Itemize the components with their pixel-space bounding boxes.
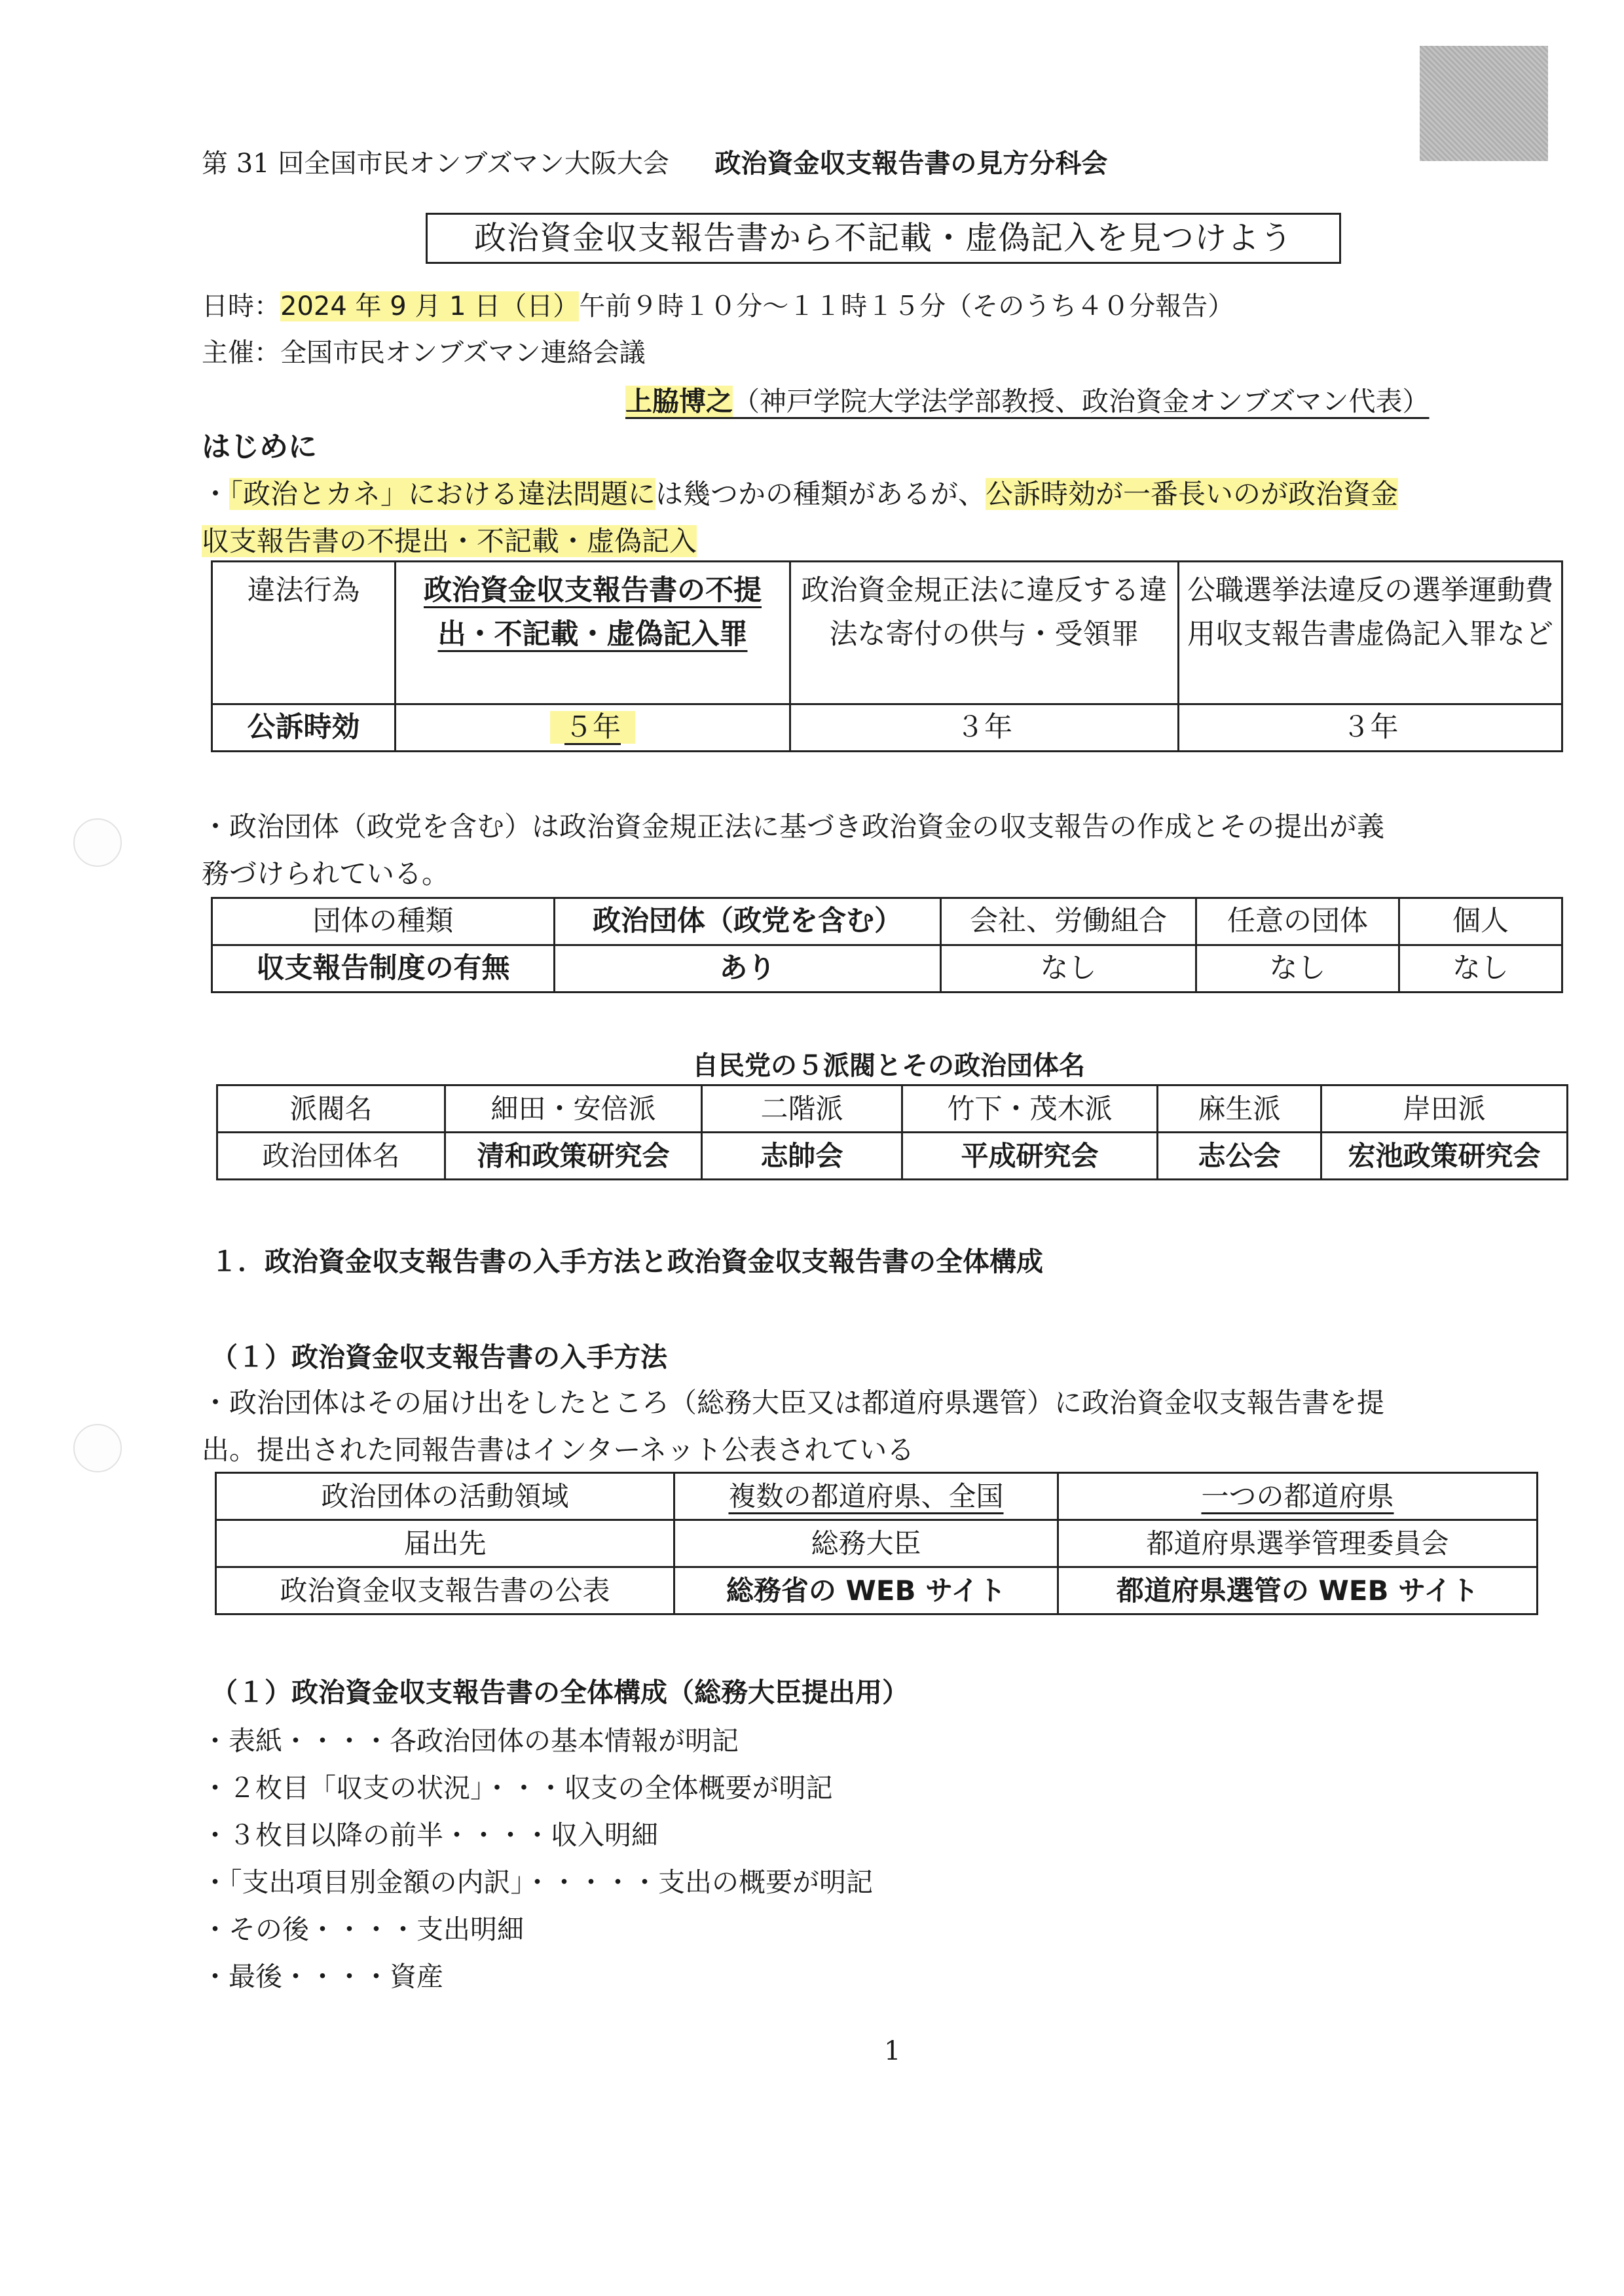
table-cell: 志帥会: [702, 1133, 902, 1180]
intro-highlight-3: 収支報告書の不提出・不記載・虚偽記入: [202, 525, 697, 557]
table-cell: 任意の団体: [1196, 898, 1399, 945]
time-value: 午前９時１０分～１１時１５分（そのうち４０分報告）: [579, 291, 1234, 321]
intro-text: は幾つかの種類があるが、: [655, 478, 986, 510]
table-row: [217, 1133, 1568, 1180]
presenter-line: [625, 380, 1430, 418]
list-item: ・「支出項目別金額の内訳」・・・・・支出の概要が明記: [202, 1867, 873, 1898]
list-item: ・３枚目以降の前半・・・・収入明細: [202, 1819, 658, 1851]
presenter-affiliation: （神戸学院大学法学部教授、政治資金オンブズマン代表）: [733, 386, 1430, 417]
table-cell: 宏池政策研究会: [1321, 1133, 1568, 1180]
intro-highlight-1: 「政治とカネ」における違法問題に: [229, 478, 656, 510]
intro-highlight-2: 公訴時効が一番長いのが政治資金: [986, 478, 1399, 510]
table-cell: 個人: [1399, 898, 1562, 945]
table-cell: 政治団体名: [217, 1133, 445, 1180]
table-cell: 派閥名: [217, 1085, 445, 1133]
table-cell: 細田・安倍派: [445, 1085, 702, 1133]
table-cell: なし: [941, 945, 1196, 993]
report-submission-table: [215, 1472, 1538, 1615]
section-2-subheading: （１）政治資金収支報告書の全体構成（総務大臣提出用）: [211, 1677, 909, 1708]
section-1-paragraph-line1: ・政治団体はその届け出をしたところ（総務大臣又は都道府県選管）に政治資金収支報告書を提: [202, 1387, 1385, 1419]
intro-paragraph-line1: [202, 473, 1398, 512]
table-cell: あり: [555, 945, 941, 993]
table-cell: 複数の都道府県、全国: [674, 1473, 1058, 1520]
table-cell: 政治資金収支報告書の公表: [216, 1567, 674, 1614]
political-group-paragraph-line2: 務づけられている。: [202, 858, 450, 890]
table-cell: 政治団体の活動領域: [216, 1473, 674, 1520]
table-cell: 収支報告制度の有無: [212, 945, 555, 993]
punch-hole: [73, 818, 122, 867]
factions-table-caption: 自民党の５派閥とその政治団体名: [692, 1051, 1085, 1081]
table-cell: 一つの都道府県: [1058, 1473, 1538, 1520]
date-line: [202, 285, 1234, 323]
section-1-heading: １．政治資金収支報告書の入手方法と政治資金収支報告書の全体構成: [211, 1246, 1043, 1277]
date-label: 日時：: [202, 291, 280, 321]
document-header: [202, 143, 1107, 180]
bullet: ・: [202, 478, 230, 510]
table-cell: 総務大臣: [674, 1520, 1058, 1567]
political-group-paragraph-line1: ・政治団体（政党を含む）は政治資金規正法に基づき政治資金の収支報告の作成とその提出が義: [202, 811, 1385, 843]
table-cell: 都道府県選挙管理委員会: [1058, 1520, 1538, 1567]
page-title: 政治資金収支報告書から不記載・虚偽記入を見つけよう: [426, 213, 1341, 264]
session-name: 政治資金収支報告書の見方分科会: [714, 148, 1108, 179]
presenter-name: 上脇博之: [625, 386, 733, 417]
table-cell: 違法行為: [212, 562, 396, 704]
table-cell: 清和政策研究会: [445, 1133, 702, 1180]
table-cell: ３年: [790, 704, 1179, 752]
list-item: ・最後・・・・資産: [202, 1961, 443, 1992]
table-cell: ３年: [1179, 704, 1562, 752]
intro-paragraph-line2: [202, 520, 697, 559]
table-cell: 岸田派: [1321, 1085, 1568, 1133]
table-header-row: [217, 1085, 1568, 1133]
host-line: 主催：全国市民オンブズマン連絡会議: [202, 338, 646, 368]
statute-of-limitations-table: [211, 560, 1563, 752]
table-row: [216, 1520, 1538, 1567]
table-header-row: [212, 898, 1562, 945]
table-cell: なし: [1196, 945, 1399, 993]
table-cell: 志公会: [1158, 1133, 1321, 1180]
table-cell: 政治団体（政党を含む）: [555, 898, 941, 945]
ldp-factions-table: [216, 1084, 1568, 1180]
table-cell: 政治資金規正法に違反する違法な寄付の供与・受領罪: [790, 562, 1179, 704]
event-name: 第 31 回全国市民オンブズマン大阪大会: [202, 149, 669, 179]
table-cell: 会社、労働組合: [941, 898, 1196, 945]
table-cell: 総務省の WEB サイト: [674, 1567, 1058, 1614]
intro-heading: はじめに: [202, 430, 317, 464]
table-cell: 竹下・茂木派: [902, 1085, 1158, 1133]
table-cell: 団体の種類: [212, 898, 555, 945]
table-row: [216, 1473, 1538, 1520]
table-cell: 公職選挙法違反の選挙運動費用収支報告書虚偽記入罪など: [1179, 562, 1562, 704]
table-row: [216, 1567, 1538, 1614]
table-cell: 都道府県選管の WEB サイト: [1058, 1567, 1538, 1614]
table-cell: 届出先: [216, 1520, 674, 1567]
table-row: [212, 945, 1562, 993]
date-value: 2024 年 9 月 1 日（日）: [280, 291, 580, 321]
page-number: 1: [884, 2036, 901, 2066]
table-cell: ５年: [396, 704, 790, 752]
list-item: ・その後・・・・支出明細: [202, 1914, 524, 1945]
table-cell: 平成研究会: [902, 1133, 1158, 1180]
table-cell: 二階派: [702, 1085, 902, 1133]
table-cell: なし: [1399, 945, 1562, 993]
scan-redaction-block: [1420, 46, 1548, 161]
list-item: ・表紙・・・・各政治団体の基本情報が明記: [202, 1725, 739, 1757]
list-item: ・２枚目「収支の状況」・・・収支の全体概要が明記: [202, 1772, 833, 1804]
section-1-subheading: （１）政治資金収支報告書の入手方法: [211, 1341, 667, 1373]
table-row: [212, 704, 1562, 752]
table-cell: 政治資金収支報告書の不提出・不記載・虚偽記入罪: [396, 562, 790, 704]
section-1-paragraph-line2: 出。提出された同報告書はインターネット公表されている: [202, 1434, 915, 1466]
punch-hole: [73, 1424, 122, 1472]
table-header-row: [212, 562, 1562, 704]
table-cell: 麻生派: [1158, 1085, 1321, 1133]
reporting-obligation-table: [211, 897, 1563, 993]
table-cell: 公訴時効: [212, 704, 396, 752]
